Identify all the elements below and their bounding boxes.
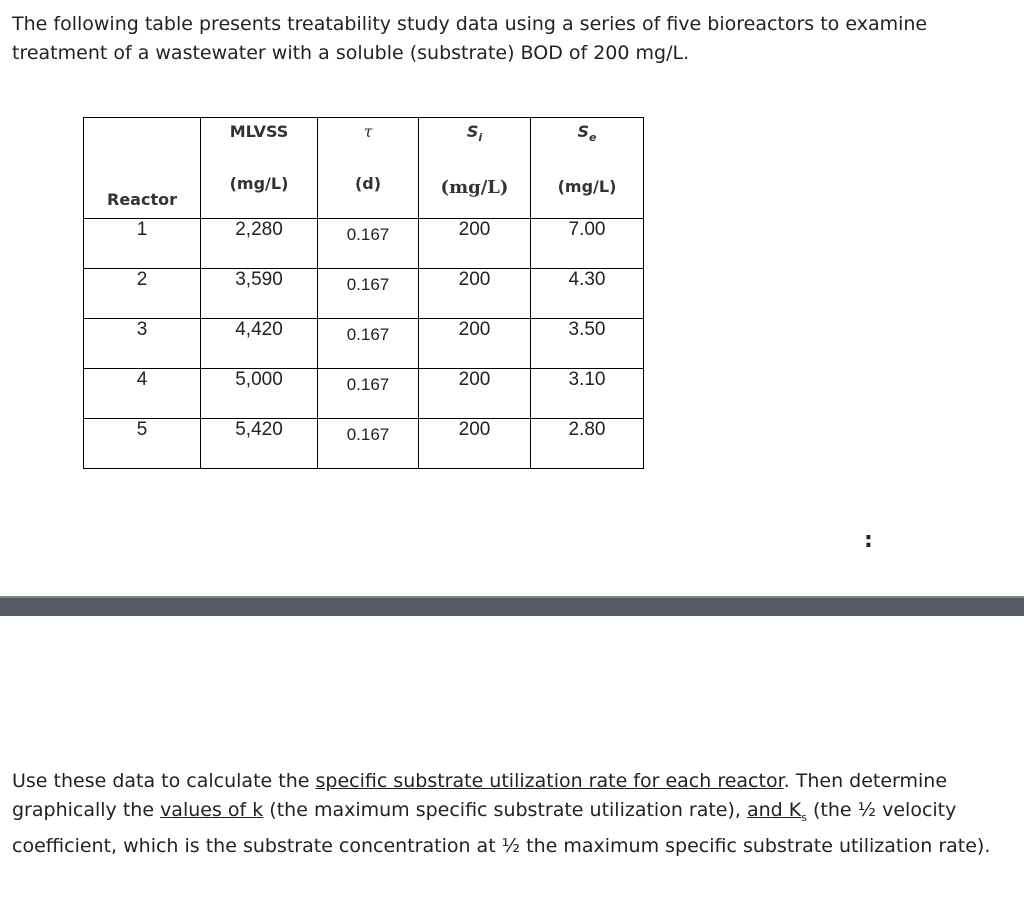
table-row [84, 269, 644, 319]
underlined-phrase: and $K_s$ [747, 799, 807, 824]
cell-se: 3.10 [531, 369, 644, 419]
intro-line-2: treatment of a wastewater with a soluble (substrate) BOD of 200 mg/L. [12, 42, 690, 64]
treatability-table [83, 117, 644, 469]
section-divider [0, 596, 1024, 616]
cell-tau: 0.167 [318, 369, 419, 419]
table-row [84, 219, 644, 269]
more-options-icon[interactable]: : [864, 528, 873, 553]
table-header-row [84, 118, 644, 219]
underlined-phrase: values of k [160, 799, 264, 821]
table-row [84, 419, 644, 469]
header-tau: τ (d) [318, 118, 419, 219]
header-se: $S_e$ (mg/L) [531, 118, 644, 219]
cell-se: 3.50 [531, 319, 644, 369]
cell-mlvss: 5,420 [201, 419, 318, 469]
intro-line-1: The following table presents treatability study data using a series of five bioreactors to examine [12, 13, 928, 35]
cell-tau: 0.167 [318, 319, 419, 369]
cell-si: 200 [419, 319, 531, 369]
cell-tau: 0.167 [318, 269, 419, 319]
cell-reactor: 5 [84, 419, 201, 469]
cell-si: 200 [419, 369, 531, 419]
cell-tau: 0.167 [318, 219, 419, 269]
cell-mlvss: 4,420 [201, 319, 318, 369]
cell-si: 200 [419, 219, 531, 269]
cell-si: 200 [419, 269, 531, 319]
cell-reactor: 1 [84, 219, 201, 269]
header-reactor: Reactor [84, 118, 201, 219]
cell-se: 2.80 [531, 419, 644, 469]
cell-se: 4.30 [531, 269, 644, 319]
cell-mlvss: 5,000 [201, 369, 318, 419]
underlined-phrase: specific substrate utilization rate for each reactor [315, 770, 784, 792]
header-si: $S_i$ (mg/L) [419, 118, 531, 219]
question-paragraph: Use these data to calculate the specific substrate utilization rate for each reactor. Then determine graphically the values of k (the maximum specific substrate utilization rate), and $K_s$ (the ½ velocity coefficient, which is the substrate concentration at ½ the maximum specific substrate utilization rate). [12, 770, 991, 857]
intro-paragraph [12, 10, 1012, 68]
cell-reactor: 4 [84, 369, 201, 419]
table-row [84, 319, 644, 369]
cell-reactor: 3 [84, 319, 201, 369]
cell-se: 7.00 [531, 219, 644, 269]
table-row [84, 369, 644, 419]
cell-mlvss: 2,280 [201, 219, 318, 269]
cell-tau: 0.167 [318, 419, 419, 469]
cell-mlvss: 3,590 [201, 269, 318, 319]
cell-si: 200 [419, 419, 531, 469]
cell-reactor: 2 [84, 269, 201, 319]
header-mlvss: MLVSS (mg/L) [201, 118, 318, 219]
